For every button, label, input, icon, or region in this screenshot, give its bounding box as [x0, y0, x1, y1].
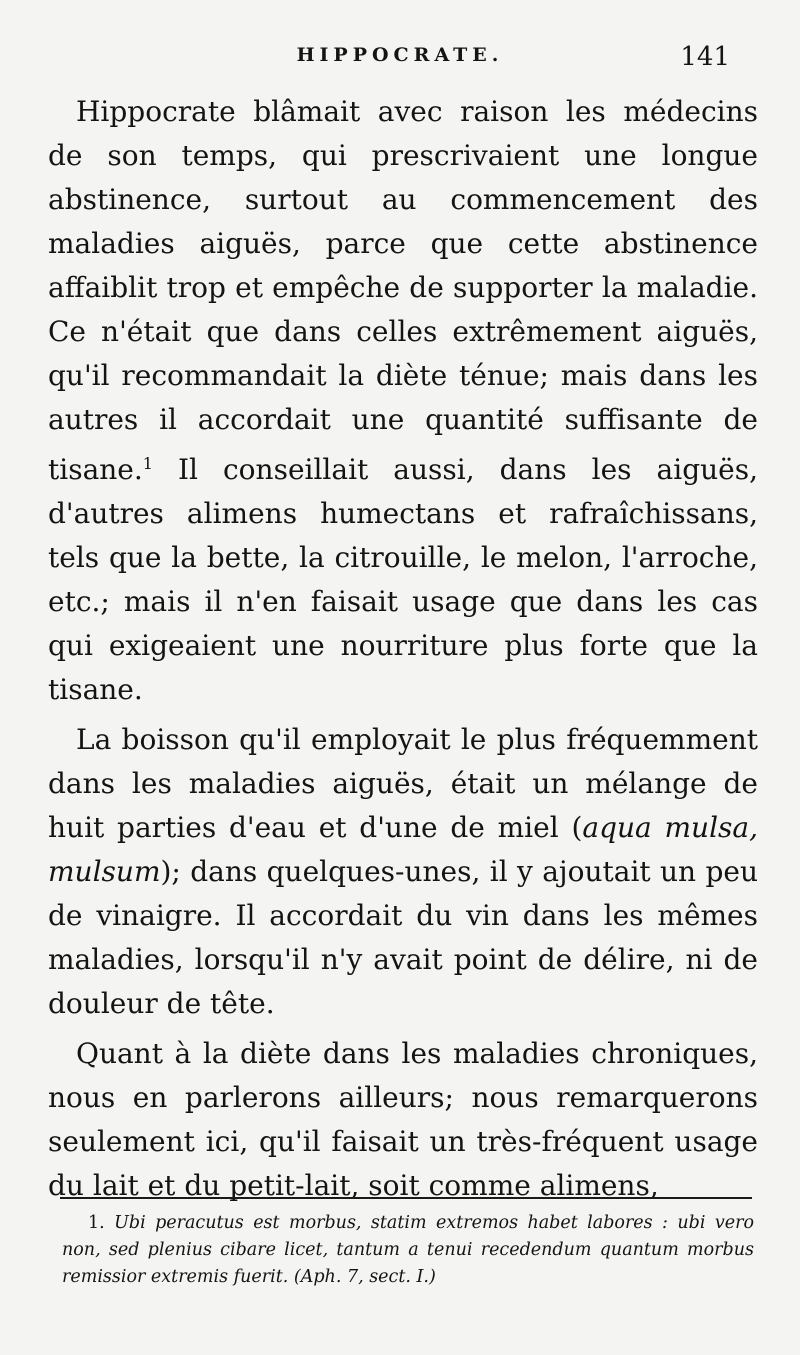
page-number: 141: [680, 42, 730, 72]
running-head: HIPPOCRATE.: [296, 44, 504, 66]
paragraph-1: [48, 90, 758, 712]
footnote-number: 1.: [88, 1213, 105, 1233]
paragraph-3: Quant à la diète dans les maladies chroniques, nous en parlerons ailleurs; nous remarquerons seulement ici, qu'il faisait un très-fréquent usage du lait et du petit-lait, soit comme alimens,: [48, 1037, 758, 1202]
body-text: [48, 90, 758, 1208]
paragraph-1-text: Hippocrate blâmait avec raison les médecins de son temps, qui prescrivaient une longue abstinence, surtout au commencement des maladies aiguës, parce que cette abstinence affaiblit trop et empêche de supporter la maladie. Ce n'était que dans celles extrêmement aiguës, qu'il recommandait la diète ténue; mais dans les autres il accordait une quantité suffisante de tisane.: [48, 95, 758, 486]
footnote-citation: (Aph. 7, sect. I.): [288, 1267, 436, 1287]
footnote-reference: 1: [142, 454, 153, 473]
paragraph-2-text: La boisson qu'il employait le plus fréquemment dans les maladies aiguës, était un mélange de huit parties d'eau et d'une de miel (: [48, 723, 758, 844]
paragraph-2: [48, 718, 758, 1026]
paragraph-1-continuation: Il conseillait aussi, dans les aiguës, d'autres alimens humectans et rafraîchissans, tels que la bette, la citrouille, le melon, l'arroche, etc.; mais il n'en faisait usage que dans les cas qui exigeaient une nourriture plus forte que la tisane.: [48, 453, 758, 706]
latin-term: aqua mulsa, mulsum: [48, 811, 759, 888]
page-header: [0, 40, 800, 80]
footnote: [62, 1210, 754, 1291]
paragraph-2-continuation: ); dans quelques-unes, il y ajoutait un peu de vinaigre. Il accordait du vin dans les mêmes maladies, lorsqu'il n'y avait point de délire, ni de douleur de tête.: [48, 855, 758, 1020]
footnote-divider: [60, 1197, 752, 1199]
footnote-text: Ubi peracutus est morbus, statim extremos habet labores : ubi vero non, sed plenius cibare licet, tantum a tenui recedendum quantum morbus remissior extremis fuerit.: [62, 1213, 754, 1287]
